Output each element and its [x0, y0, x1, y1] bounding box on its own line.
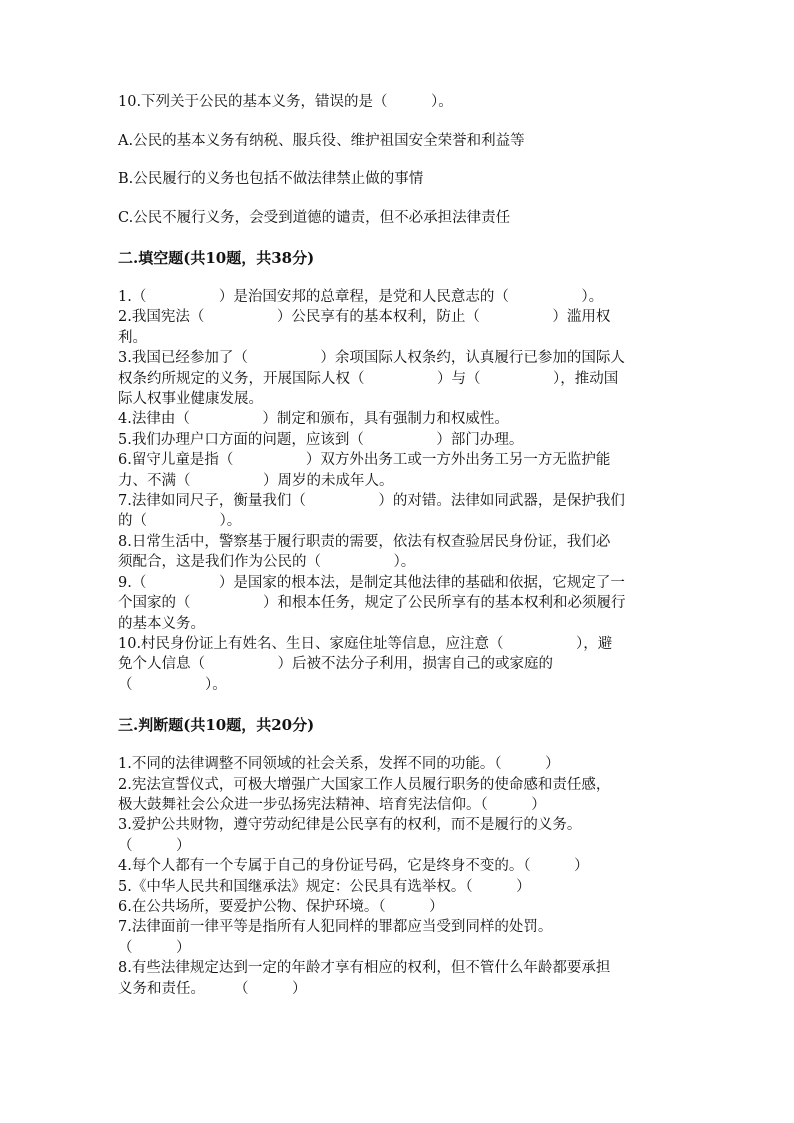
exam-page [118, 92, 678, 999]
fill-line: 的基本义务。 [118, 615, 205, 632]
fill-line: 2.我国宪法（ ）公民享有的基本权利，防止（ ）滥用权 [118, 309, 611, 326]
judge-section-title: 三.判断题(共10题，共20分) [118, 716, 315, 735]
judge-line: 3.爱护公共财物，遵守劳动纪律是公民享有的权利，而不是履行的义务。 [118, 817, 582, 834]
judge-line: 5.《中华人民共和国继承法》规定：公民具有选举权。（ ） [118, 878, 531, 895]
judge-line: 7.法律面前一律平等是指所有人犯同样的罪都应当受到同样的处罚。 [118, 919, 553, 936]
judge-line: 极大鼓舞社会公众进一步弘扬宪法精神、培育宪法信仰。（ ） [118, 796, 546, 813]
judge-line: 2.宪法宣誓仪式，可极大增强广大国家工作人员履行职务的使命感和责任感， [118, 776, 611, 793]
fill-line: 7.法律如同尺子，衡量我们（ ）的对错。法律如同武器，是保护我们 [118, 493, 625, 510]
fill-line: 1.（ ）是治国安邦的总章程，是党和人民意志的（ ）。 [118, 289, 604, 305]
judge-line: 6.在公共场所，要爱护公物、保护环境。（ ） [118, 898, 444, 915]
fill-line: 4.法律由（ ）制定和颁布，具有强制力和权威性。 [118, 411, 509, 428]
mc-option-c: C.公民不履行义务，会受到道德的谴责，但不必承担法律责任 [118, 209, 511, 226]
fill-line: （ ）。 [118, 676, 227, 693]
fill-line: 9.（ ）是国家的根本法，是制定其他法律的基础和依据，它规定了一 [118, 574, 625, 591]
judge-line: 4.每个人都有一个专属于自己的身份证号码，它是终身不变的。（ ） [118, 858, 589, 875]
judge-line: （ ） [118, 939, 191, 956]
mc-option-a: A.公民的基本义务有纳税、服兵役、维护祖国安全荣誉和利益等 [118, 132, 525, 149]
fill-line: 8.日常生活中，警察基于履行职责的需要，依法有权查验居民身份证，我们必 [118, 533, 611, 550]
judge-line: 1.不同的法律调整不同领域的社会关系，发挥不同的功能。（ ） [118, 756, 560, 773]
fill-line: 10.村民身份证上有姓名、生日、家庭住址等信息，应注意（ ），避 [118, 635, 613, 652]
judge-line: （ ） [118, 837, 191, 854]
judge-line: 8.有些法律规定达到一定的年龄才享有相应的权利，但不管什么年龄都要承担 [118, 960, 611, 977]
fill-line: 须配合，这是我们作为公民的（ ）。 [118, 554, 416, 571]
fill-line: 免个人信息（ ）后被不法分子利用，损害自己的或家庭的 [118, 656, 553, 673]
fill-section-title: 二.填空题(共10题，共38分) [118, 249, 315, 267]
mc-question-stem: 10.下列关于公民的基本义务，错误的是（ ）。 [118, 94, 453, 110]
fill-line: 利。 [118, 329, 147, 346]
judge-questions [118, 754, 678, 999]
fill-line: 个国家的（ ）和根本任务，规定了公民所享有的基本权利和必须履行 [118, 595, 626, 612]
fill-line: 力、不满（ ）周岁的未成年人。 [118, 472, 394, 489]
fill-line: 3.我国已经参加了（ ）余项国际人权条约，认真履行已参加的国际人 [118, 350, 625, 367]
judge-line: 义务和责任。 （ ） [118, 980, 307, 997]
fill-line: 5.我们办理户口方面的问题，应该到（ ）部门办理。 [118, 431, 524, 448]
mc-option-b: B.公民履行的义务也包括不做法律禁止做的事情 [118, 171, 424, 187]
fill-line: 际人权事业健康发展。 [118, 391, 263, 408]
fill-line: 6.留守儿童是指（ ）双方外出务工或一方外出务工另一方无监护能 [118, 452, 611, 469]
fill-questions [118, 287, 678, 695]
fill-line: 权条约所规定的义务，开展国际人权（ ）与（ ），推动国 [118, 370, 619, 387]
fill-line: 的（ ）。 [118, 513, 242, 530]
